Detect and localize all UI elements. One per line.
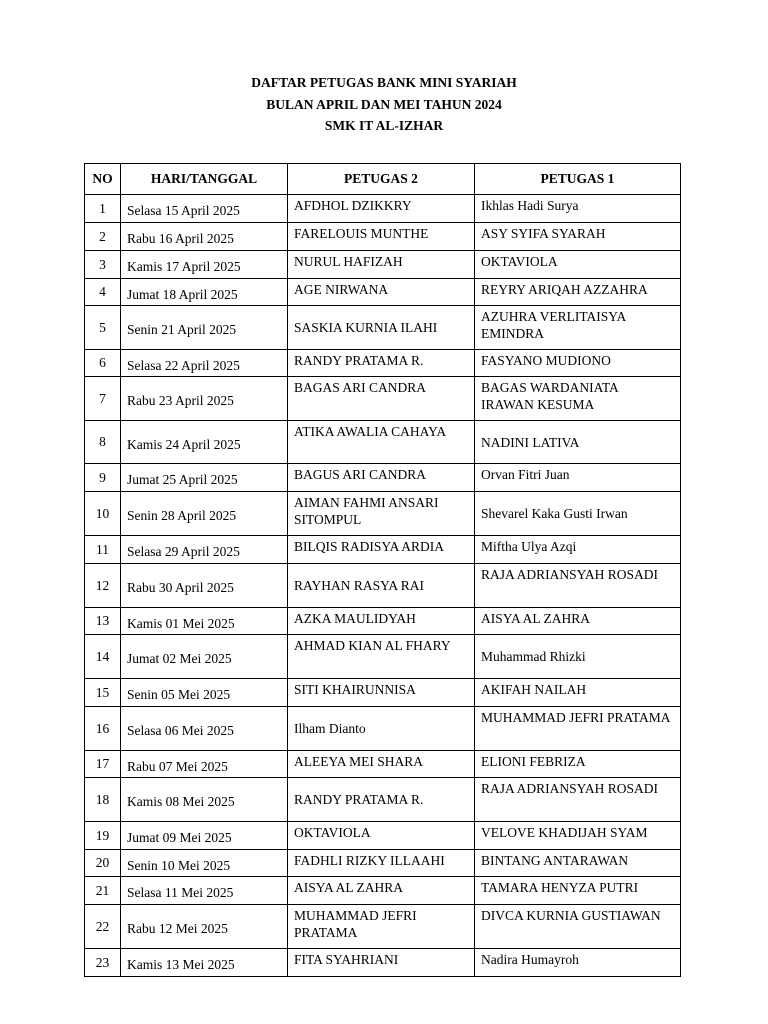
cell-petugas-2: RAYHAN RASYA RAI bbox=[288, 564, 475, 608]
cell-date: Kamis 17 April 2025 bbox=[121, 251, 288, 279]
cell-petugas-1: REYRY ARIQAH AZZAHRA bbox=[475, 279, 681, 306]
cell-petugas-1: Ikhlas Hadi Surya bbox=[475, 195, 681, 223]
cell-date: Rabu 07 Mei 2025 bbox=[121, 751, 288, 778]
cell-petugas-2: ALEEYA MEI SHARA bbox=[288, 751, 475, 778]
cell-date: Selasa 11 Mei 2025 bbox=[121, 877, 288, 905]
cell-date: Senin 28 April 2025 bbox=[121, 492, 288, 536]
cell-no: 8 bbox=[85, 421, 121, 464]
cell-petugas-2: AFDHOL DZIKKRY bbox=[288, 195, 475, 223]
cell-petugas-2: SITI KHAIRUNNISA bbox=[288, 679, 475, 707]
cell-date: Kamis 08 Mei 2025 bbox=[121, 778, 288, 822]
table-row bbox=[85, 751, 681, 778]
table-row bbox=[85, 564, 681, 608]
table-row bbox=[85, 850, 681, 877]
cell-no: 5 bbox=[85, 306, 121, 350]
duty-roster-table bbox=[84, 163, 681, 977]
cell-petugas-1: ASY SYIFA SYARAH bbox=[475, 223, 681, 251]
cell-no: 19 bbox=[85, 822, 121, 850]
cell-date: Senin 21 April 2025 bbox=[121, 306, 288, 350]
cell-petugas-2: AISYA AL ZAHRA bbox=[288, 877, 475, 905]
title-line-2: BULAN APRIL DAN MEI TAHUN 2024 bbox=[266, 96, 502, 112]
cell-petugas-2: RANDY PRATAMA R. bbox=[288, 350, 475, 377]
cell-date: Jumat 09 Mei 2025 bbox=[121, 822, 288, 850]
cell-no: 10 bbox=[85, 492, 121, 536]
title-line-3: SMK IT AL-IZHAR bbox=[324, 118, 444, 133]
cell-petugas-1: ELIONI FEBRIZA bbox=[475, 751, 681, 778]
cell-petugas-1: AZUHRA VERLITAISYA EMINDRA bbox=[475, 306, 681, 350]
cell-petugas-2: RANDY PRATAMA R. bbox=[288, 778, 475, 822]
cell-date: Rabu 30 April 2025 bbox=[121, 564, 288, 608]
title-line-1: DAFTAR PETUGAS BANK MINI SYARIAH bbox=[251, 75, 517, 90]
table-row bbox=[85, 679, 681, 707]
cell-date: Kamis 24 April 2025 bbox=[121, 421, 288, 464]
table-row bbox=[85, 492, 681, 536]
cell-petugas-1: RAJA ADRIANSYAH ROSADI bbox=[475, 564, 681, 608]
cell-petugas-1: Nadira Humayroh bbox=[475, 949, 681, 977]
cell-date: Rabu 12 Mei 2025 bbox=[121, 905, 288, 949]
column-header-no: NO bbox=[85, 164, 121, 195]
cell-no: 9 bbox=[85, 464, 121, 492]
cell-petugas-2: AIMAN FAHMI ANSARI SITOMPUL bbox=[288, 492, 475, 536]
cell-petugas-1: AISYA AL ZAHRA bbox=[475, 608, 681, 635]
cell-date: Senin 05 Mei 2025 bbox=[121, 679, 288, 707]
table-row bbox=[85, 195, 681, 223]
table-row bbox=[85, 778, 681, 822]
table-row bbox=[85, 877, 681, 905]
cell-petugas-1: MUHAMMAD JEFRI PRATAMA bbox=[475, 707, 681, 751]
cell-no: 22 bbox=[85, 905, 121, 949]
cell-date: Selasa 15 April 2025 bbox=[121, 195, 288, 223]
table-row bbox=[85, 905, 681, 949]
cell-petugas-2: NURUL HAFIZAH bbox=[288, 251, 475, 279]
cell-no: 6 bbox=[85, 350, 121, 377]
table-row bbox=[85, 350, 681, 377]
cell-petugas-2: MUHAMMAD JEFRI PRATAMA bbox=[288, 905, 475, 949]
cell-no: 4 bbox=[85, 279, 121, 306]
cell-petugas-1: Orvan Fitri Juan bbox=[475, 464, 681, 492]
cell-no: 17 bbox=[85, 751, 121, 778]
cell-date: Selasa 06 Mei 2025 bbox=[121, 707, 288, 751]
cell-petugas-2: BAGUS ARI CANDRA bbox=[288, 464, 475, 492]
cell-date: Selasa 29 April 2025 bbox=[121, 536, 288, 564]
cell-petugas-1: OKTAVIOLA bbox=[475, 251, 681, 279]
cell-petugas-1: Shevarel Kaka Gusti Irwan bbox=[475, 492, 681, 536]
column-header-petugas-1: PETUGAS 1 bbox=[475, 164, 681, 195]
cell-petugas-2: FADHLI RIZKY ILLAAHI bbox=[288, 850, 475, 877]
cell-no: 13 bbox=[85, 608, 121, 635]
cell-no: 21 bbox=[85, 877, 121, 905]
cell-petugas-2: OKTAVIOLA bbox=[288, 822, 475, 850]
cell-no: 2 bbox=[85, 223, 121, 251]
document-header bbox=[0, 72, 768, 137]
cell-petugas-1: NADINI LATIVA bbox=[475, 421, 681, 464]
cell-petugas-2: AGE NIRWANA bbox=[288, 279, 475, 306]
cell-date: Jumat 18 April 2025 bbox=[121, 279, 288, 306]
cell-date: Rabu 16 April 2025 bbox=[121, 223, 288, 251]
cell-petugas-2: FARELOUIS MUNTHE bbox=[288, 223, 475, 251]
table-row bbox=[85, 949, 681, 977]
column-header-petugas-2: PETUGAS 2 bbox=[288, 164, 475, 195]
cell-petugas-1: RAJA ADRIANSYAH ROSADI bbox=[475, 778, 681, 822]
cell-no: 11 bbox=[85, 536, 121, 564]
cell-petugas-2: ATIKA AWALIA CAHAYA bbox=[288, 421, 475, 464]
cell-no: 15 bbox=[85, 679, 121, 707]
cell-petugas-2: AHMAD KIAN AL FHARY bbox=[288, 635, 475, 679]
cell-petugas-1: Muhammad Rhizki bbox=[475, 635, 681, 679]
table-row bbox=[85, 377, 681, 421]
table-row bbox=[85, 306, 681, 350]
cell-date: Kamis 01 Mei 2025 bbox=[121, 608, 288, 635]
cell-date: Rabu 23 April 2025 bbox=[121, 377, 288, 421]
cell-date: Jumat 25 April 2025 bbox=[121, 464, 288, 492]
cell-no: 14 bbox=[85, 635, 121, 679]
table-row bbox=[85, 279, 681, 306]
table-row bbox=[85, 635, 681, 679]
cell-petugas-1: Miftha Ulya Azqi bbox=[475, 536, 681, 564]
cell-no: 20 bbox=[85, 850, 121, 877]
cell-no: 12 bbox=[85, 564, 121, 608]
cell-no: 16 bbox=[85, 707, 121, 751]
cell-petugas-1: AKIFAH NAILAH bbox=[475, 679, 681, 707]
cell-no: 23 bbox=[85, 949, 121, 977]
table-row bbox=[85, 223, 681, 251]
cell-petugas-1: VELOVE KHADIJAH SYAM bbox=[475, 822, 681, 850]
cell-petugas-1: BAGAS WARDANIATA IRAWAN KESUMA bbox=[475, 377, 681, 421]
column-header-date: HARI/TANGGAL bbox=[121, 164, 288, 195]
cell-date: Selasa 22 April 2025 bbox=[121, 350, 288, 377]
cell-petugas-1: TAMARA HENYZA PUTRI bbox=[475, 877, 681, 905]
cell-no: 7 bbox=[85, 377, 121, 421]
cell-petugas-2: SASKIA KURNIA ILAHI bbox=[288, 306, 475, 350]
cell-no: 3 bbox=[85, 251, 121, 279]
cell-petugas-1: BINTANG ANTARAWAN bbox=[475, 850, 681, 877]
table-header-row bbox=[85, 164, 681, 195]
cell-no: 1 bbox=[85, 195, 121, 223]
table-row bbox=[85, 464, 681, 492]
table-row bbox=[85, 822, 681, 850]
table-row bbox=[85, 707, 681, 751]
cell-petugas-2: BAGAS ARI CANDRA bbox=[288, 377, 475, 421]
table-row bbox=[85, 251, 681, 279]
cell-petugas-1: DIVCA KURNIA GUSTIAWAN bbox=[475, 905, 681, 949]
table-row bbox=[85, 421, 681, 464]
cell-petugas-2: Ilham Dianto bbox=[288, 707, 475, 751]
cell-petugas-1: FASYANO MUDIONO bbox=[475, 350, 681, 377]
cell-date: Kamis 13 Mei 2025 bbox=[121, 949, 288, 977]
cell-date: Jumat 02 Mei 2025 bbox=[121, 635, 288, 679]
cell-no: 18 bbox=[85, 778, 121, 822]
table-row bbox=[85, 536, 681, 564]
cell-petugas-2: BILQIS RADISYA ARDIA bbox=[288, 536, 475, 564]
cell-petugas-2: FITA SYAHRIANI bbox=[288, 949, 475, 977]
cell-petugas-2: AZKA MAULIDYAH bbox=[288, 608, 475, 635]
cell-date: Senin 10 Mei 2025 bbox=[121, 850, 288, 877]
table-row bbox=[85, 608, 681, 635]
